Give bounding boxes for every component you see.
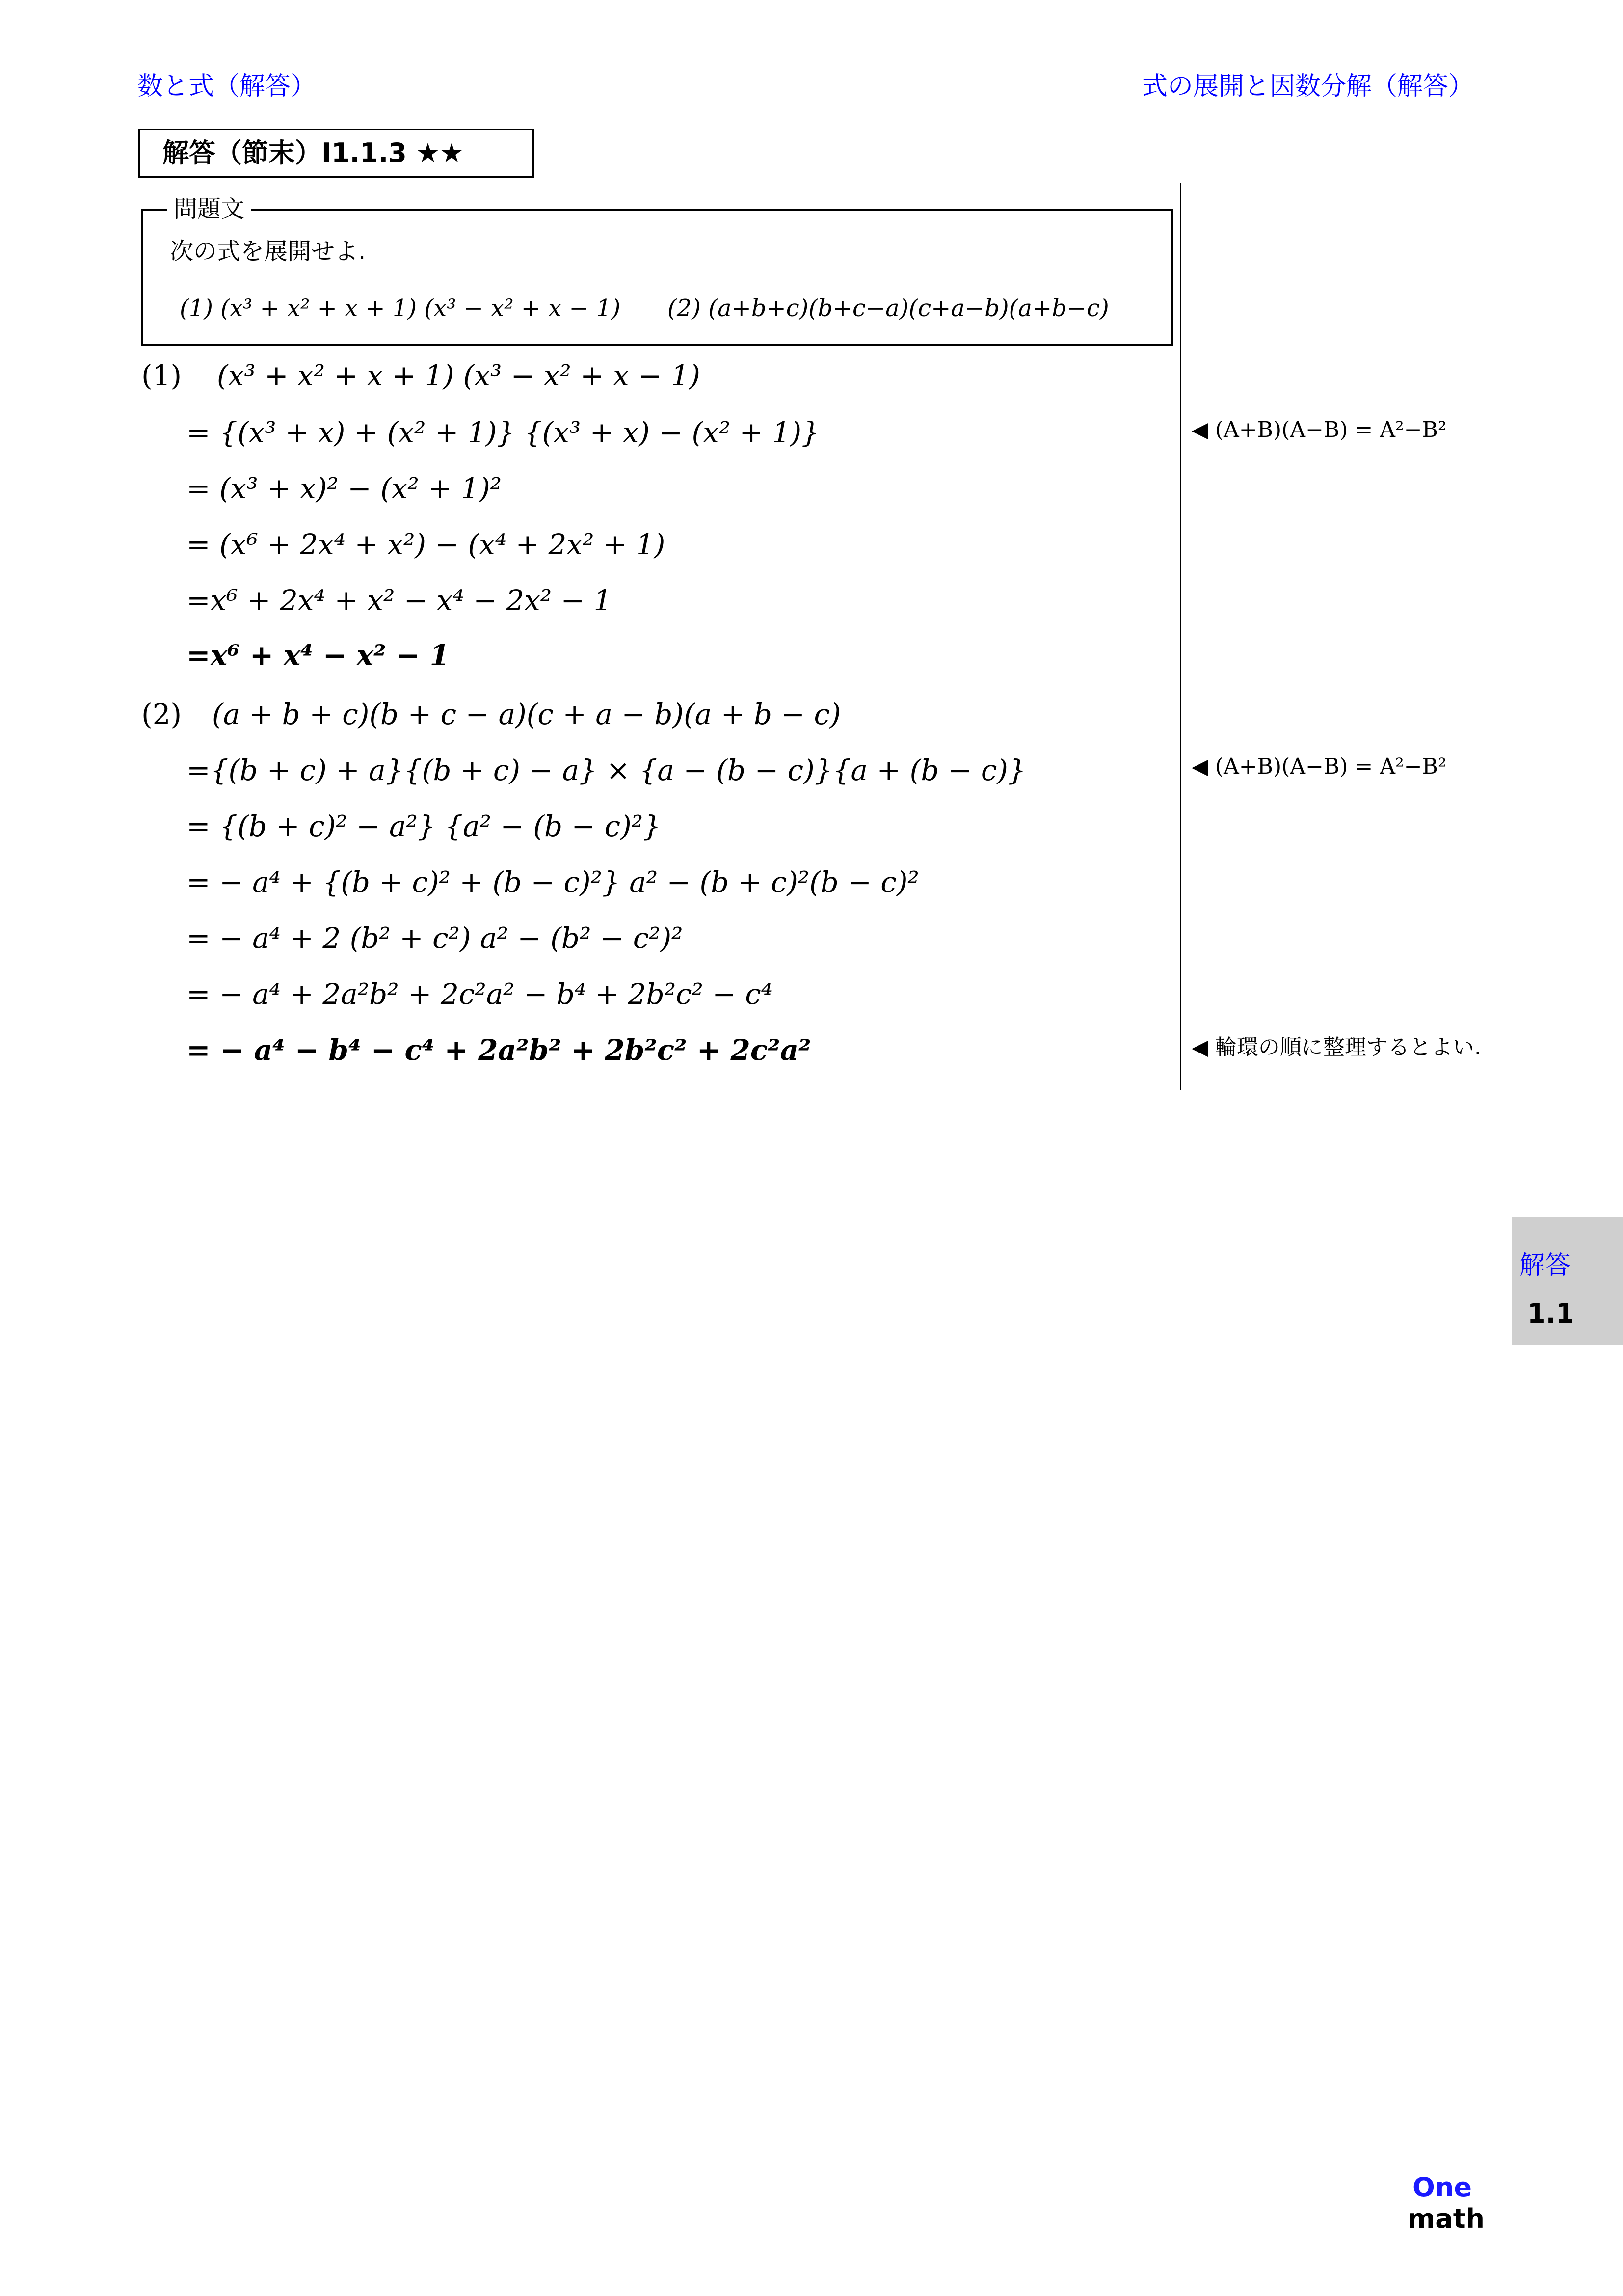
problem-question-2: (2) (a+b+c)(b+c−a)(c+a−b)(a+b−c) (667, 295, 1109, 322)
problem-question-1: (1) (x³ + x² + x + 1) (x³ − x² + x − 1) (180, 295, 621, 322)
solution-1-line: = (x³ + x)² − (x² + 1)² (186, 472, 502, 505)
solution-2-line: ={(b + c) + a}{(b + c) − a} × {a − (b − c)}{a + (b − c)} (186, 754, 1026, 787)
solution-1-line: = {(x³ + x) + (x² + 1)} {(x³ + x) − (x² + 1)} (186, 416, 820, 449)
solution-title: 解答（節末）I1.1.3 ★★ (138, 129, 534, 178)
solution-2-note-1: ◀ (A+B)(A−B) = A²−B² (1192, 754, 1447, 779)
margin-divider (1180, 183, 1181, 1090)
solution-2-note-2: ◀ 輪環の順に整理するとよい. (1192, 1035, 1481, 1060)
logo-math-text: math (1408, 2203, 1485, 2234)
problem-instruction: 次の式を展開せよ. (170, 238, 366, 265)
solution-1-note: ◀ (A+B)(A−B) = A²−B² (1192, 417, 1447, 442)
solution-2-line: = {(b + c)² − a²} {a² − (b − c)²} (186, 810, 661, 843)
onemath-logo (1408, 2170, 1491, 2234)
header-section[interactable]: 式の展開と因数分解（解答） (1142, 72, 1474, 101)
solution-1-line: (x³ + x² + x + 1) (x³ − x² + x − 1) (217, 359, 700, 392)
problem-label: 問題文 (167, 195, 251, 223)
solution-2-number: (2) (141, 698, 182, 731)
problem-box (141, 209, 1173, 346)
side-tab-number: 1.1 (1527, 1298, 1574, 1329)
solution-1-line: =x⁶ + 2x⁴ + x² − x⁴ − 2x² − 1 (186, 584, 612, 617)
solution-2-answer: = − a⁴ − b⁴ − c⁴ + 2a²b² + 2b²c² + 2c²a² (186, 1033, 811, 1067)
solution-1-line: = (x⁶ + 2x⁴ + x²) − (x⁴ + 2x² + 1) (186, 528, 665, 561)
solution-1-number: (1) (141, 359, 182, 392)
solution-1-answer: =x⁶ + x⁴ − x² − 1 (186, 639, 450, 672)
side-tab-label[interactable]: 解答 (1519, 1251, 1571, 1280)
solution-2-line: = − a⁴ + 2a²b² + 2c²a² − b⁴ + 2b²c² − c⁴ (186, 977, 772, 1011)
logo-one-text: One (1412, 2172, 1472, 2203)
solution-2-line: (a + b + c)(b + c − a)(c + a − b)(a + b − c) (212, 698, 841, 731)
header-chapter[interactable]: 数と式（解答） (137, 72, 317, 101)
solution-2-line: = − a⁴ + {(b + c)² + (b − c)²} a² − (b + c)²(b − c)² (186, 865, 919, 899)
solution-2-line: = − a⁴ + 2 (b² + c²) a² − (b² − c²)² (186, 921, 683, 955)
